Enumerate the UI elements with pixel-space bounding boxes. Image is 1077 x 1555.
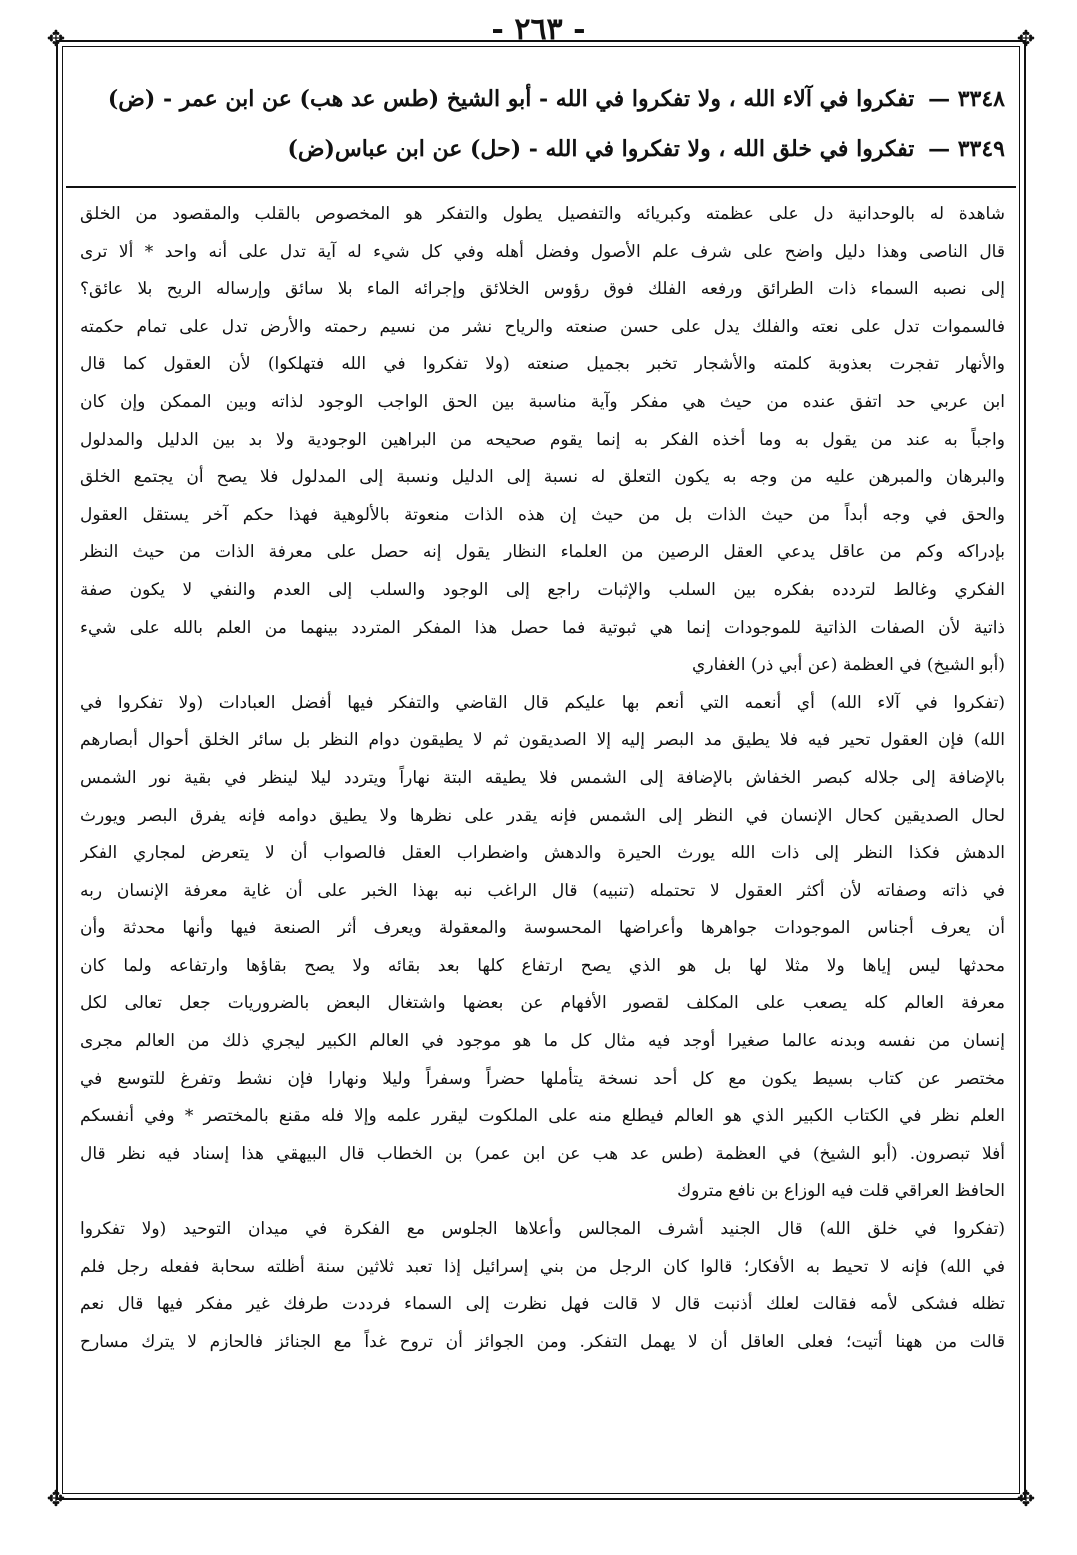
hadith-number: ٣٣٤٩ —	[928, 136, 1005, 162]
commentary-line: (تفكروا في خلق الله) قال الجنيد أشرف المجالس وأعلاها الجلوس مع الفكرة في ميدان التوحيد (ولا تفكروا	[80, 1219, 1005, 1240]
commentary-line: الله) فإن العقول تحير فيه فلا يطيق مد البصر إليه إلا الصديقون ثم لا يطيقون دوام النظر بل سائر الخلق أحوال أبصارهم	[80, 730, 1005, 751]
commentary-line: في الله) فإنه لا تحيط به الأفكار؛ قالوا كان الرجل من بني إسرائيل إذا تعبد ثلاثين سنة أظلته سحابة ففعله رجل فلم	[80, 1256, 1005, 1277]
hadith-entry	[80, 124, 1005, 174]
commentary-line: لحال الصديقين كحال الإنسان في النظر إلى الشمس فإنه يقدر على نظرها ولا يطيق دوامه فإنه يفرق البصر ويورث	[80, 805, 1005, 826]
commentary-line: ذاتية لأن الصفات الذاتية للموجودات إنما هي ثبوتية فما حصل هذا المفكر المتردد بينهما من العلم بالله على شيء	[80, 617, 1005, 638]
commentary-line: العلم نظر في الكتاب الكبير الذي هو العالم فيطلع منه على الملكوت ليقرر علمه وإلا فله مقنع بالمختصر * وفي أنفسكم	[80, 1106, 1005, 1127]
commentary-line: (تفكروا في آلاء الله) أي أنعمه التي أنعم بها عليكم قال القاضي والتفكر فيها أفضل العبادات (ولا تفكروا في	[80, 692, 1005, 713]
commentary-line: مختصر عن كتاب بسيط يكون مع كل أحد نسخة يتأملها حضراً وسفراً وليلا ونهارا فإن نشط وتفرغ للتوسع في	[80, 1068, 1005, 1089]
commentary-line: الحافظ العراقي قلت فيه الوزاع بن نافع متروك	[677, 1181, 1005, 1202]
commentary-line: أفلا تبصرون. (أبو الشيخ) في العظمة (طس عد هب عن ابن عمر) بن الخطاب قال البيهقي هذا إسناد فيه نظر قال	[80, 1143, 1005, 1164]
section-divider	[66, 186, 1016, 188]
commentary-line: محدثها ليس إياها ولا مثلا لها بل هو الذي يصح ارتفاع كلها بعد بقائه ولا يصح بقاؤها وارتفاعه ولما كان	[80, 955, 1005, 976]
corner-ornament-icon: ✥	[46, 27, 66, 52]
corner-ornament-icon: ✥	[1016, 27, 1036, 52]
commentary-line: ابن عربي حد اتفق عنده من حيث هي مفكر وآية مناسبة بين الحق الواجب الوجود لذاته وبين الممكن وإن كان	[80, 391, 1005, 412]
commentary-line: تظله فشكى لأمه فقالت لعلك أذنبت قال لا قالت فهل نظرت إلى السماء فرددت طرفك غير مفكر فيها قال نعم	[80, 1294, 1005, 1315]
corner-ornament-icon: ✥	[1016, 1487, 1036, 1512]
commentary-line: والحق في وجه أبداً من حيث الذات بل من حيث إن هذه الذات منعوتة بالألوهية فهذا حكم آخر يستقل العقول	[80, 504, 1005, 525]
commentary-line: بإدراكه وكم من عاقل يدعي العقل الرصين من العلماء النظار يقول إنه حصل على معرفة الذات من حيث النظر	[80, 542, 1005, 563]
commentary-line: بالإضافة إلى جلاله كبصر الخفاش بالإضافة إلى الشمس فلا يطيقه البتة نهاراً ويتردد ليلا لينظر في بقية نور الشمس	[80, 767, 1005, 788]
commentary-line: إنسان من نفسه وبدنه عالما صغيرا أوجد فيه مثال كل ما هو موجود في العالم الكبير ليجري ذلك من العالم مجرى	[80, 1031, 1005, 1052]
commentary-line: (أبو الشيخ) في العظمة (عن أبي ذر) الغفاري	[692, 655, 1005, 676]
commentary-line: قال الناصى وهذا دليل واضح على شرف علم الأصول وفضل أهله وفي كل شيء له آية تدل على أنه واحد * ألا ترى	[80, 241, 1005, 262]
commentary-line: فالسموات تدل على نعته والفلك يدل على حسن صنعته والرياح نشر من نسيم رحمته والأرض تدل على تمام حكمته	[80, 316, 1005, 337]
page-number: - ٢٦٣ -	[491, 12, 586, 47]
commentary-line: واجباً به عند من يقول به وما أخذه الفكر به إنما يقوم صحيحه من البراهين الوجودية ولا بد بين الدليل والمدلول	[80, 429, 1005, 450]
hadith-text-block	[80, 74, 1005, 174]
commentary-line: الفكري وغالط لتردده بفكره بين السلب والإثبات راجع إلى الوجود والسلب إلى العدم والنفي لا يكون صفة	[80, 579, 1005, 600]
commentary-line: إلى نصبه السماء ذات الطرائق ورفعه الفلك فوق رؤوس الخلائق وإجرائه الماء بلا سائق وإرساله الريح بلا عائق؟	[80, 279, 1005, 300]
hadith-text: تفكروا في خلق الله ، ولا تفكروا في الله - (حل) عن ابن عباس(ض)	[287, 136, 915, 162]
hadith-number: ٣٣٤٨ —	[928, 86, 1005, 112]
commentary-line: قالت من ههنا أتيت؛ فعلى العاقل أن لا يهمل التفكر. ومن الجوائز أن تروح غداً مع الجنائز فالحازم لا يترك مسارح	[80, 1331, 1005, 1352]
commentary-body	[80, 196, 1005, 1361]
commentary-line: والبرهان والمبرهن عليه من وجه به يكون التعلق له نسبة إلى الدليل ونسبة إلى المدلول فلا يصح أن يجتمع الخلق	[80, 467, 1005, 488]
hadith-text: تفكروا في آلاء الله ، ولا تفكروا في الله - أبو الشيخ (طس عد هب) عن ابن عمر - (ض)	[107, 86, 915, 112]
commentary-line: معرفة العالم كله يصعب على المكلف لقصور الأفهام عن بعضها واشتغال البعض بالضروريات جعل تعالى لكل	[80, 993, 1005, 1014]
commentary-line: الدهش فكذا النظر إلى ذات الله يورث الحيرة والدهش واضطراب العقل فالصواب أن لا يتعرض لمجاري الفكر	[80, 843, 1005, 864]
corner-ornament-icon: ✥	[46, 1487, 66, 1512]
commentary-line: والأنهار تفجرت بعذوبة كلمته والأشجار تخبر بجميل صنعته (ولا تفكروا في الله فتهلكوا) لأن العقول كما قال	[80, 354, 1005, 375]
commentary-line: في ذاته وصفاته لأن أكثر العقول لا تحتمله (تنبيه) قال الراغب نبه بهذا الخبر على أن غاية معرفة الإنسان ربه	[80, 880, 1005, 901]
hadith-entry	[80, 74, 1005, 124]
commentary-line: أن يعرف أجناس الموجودات جواهرها وأعراضها المحسوسة والمعقولة ويعرف أثر الصنعة فيها وأنها محدثة وأن	[80, 918, 1005, 939]
commentary-line: شاهدة له بالوحدانية دل على عظمته وكبريائه والتفصيل يطول والتفكر هو المخصوص بالقلب والمقصود من الخلق	[80, 204, 1005, 224]
